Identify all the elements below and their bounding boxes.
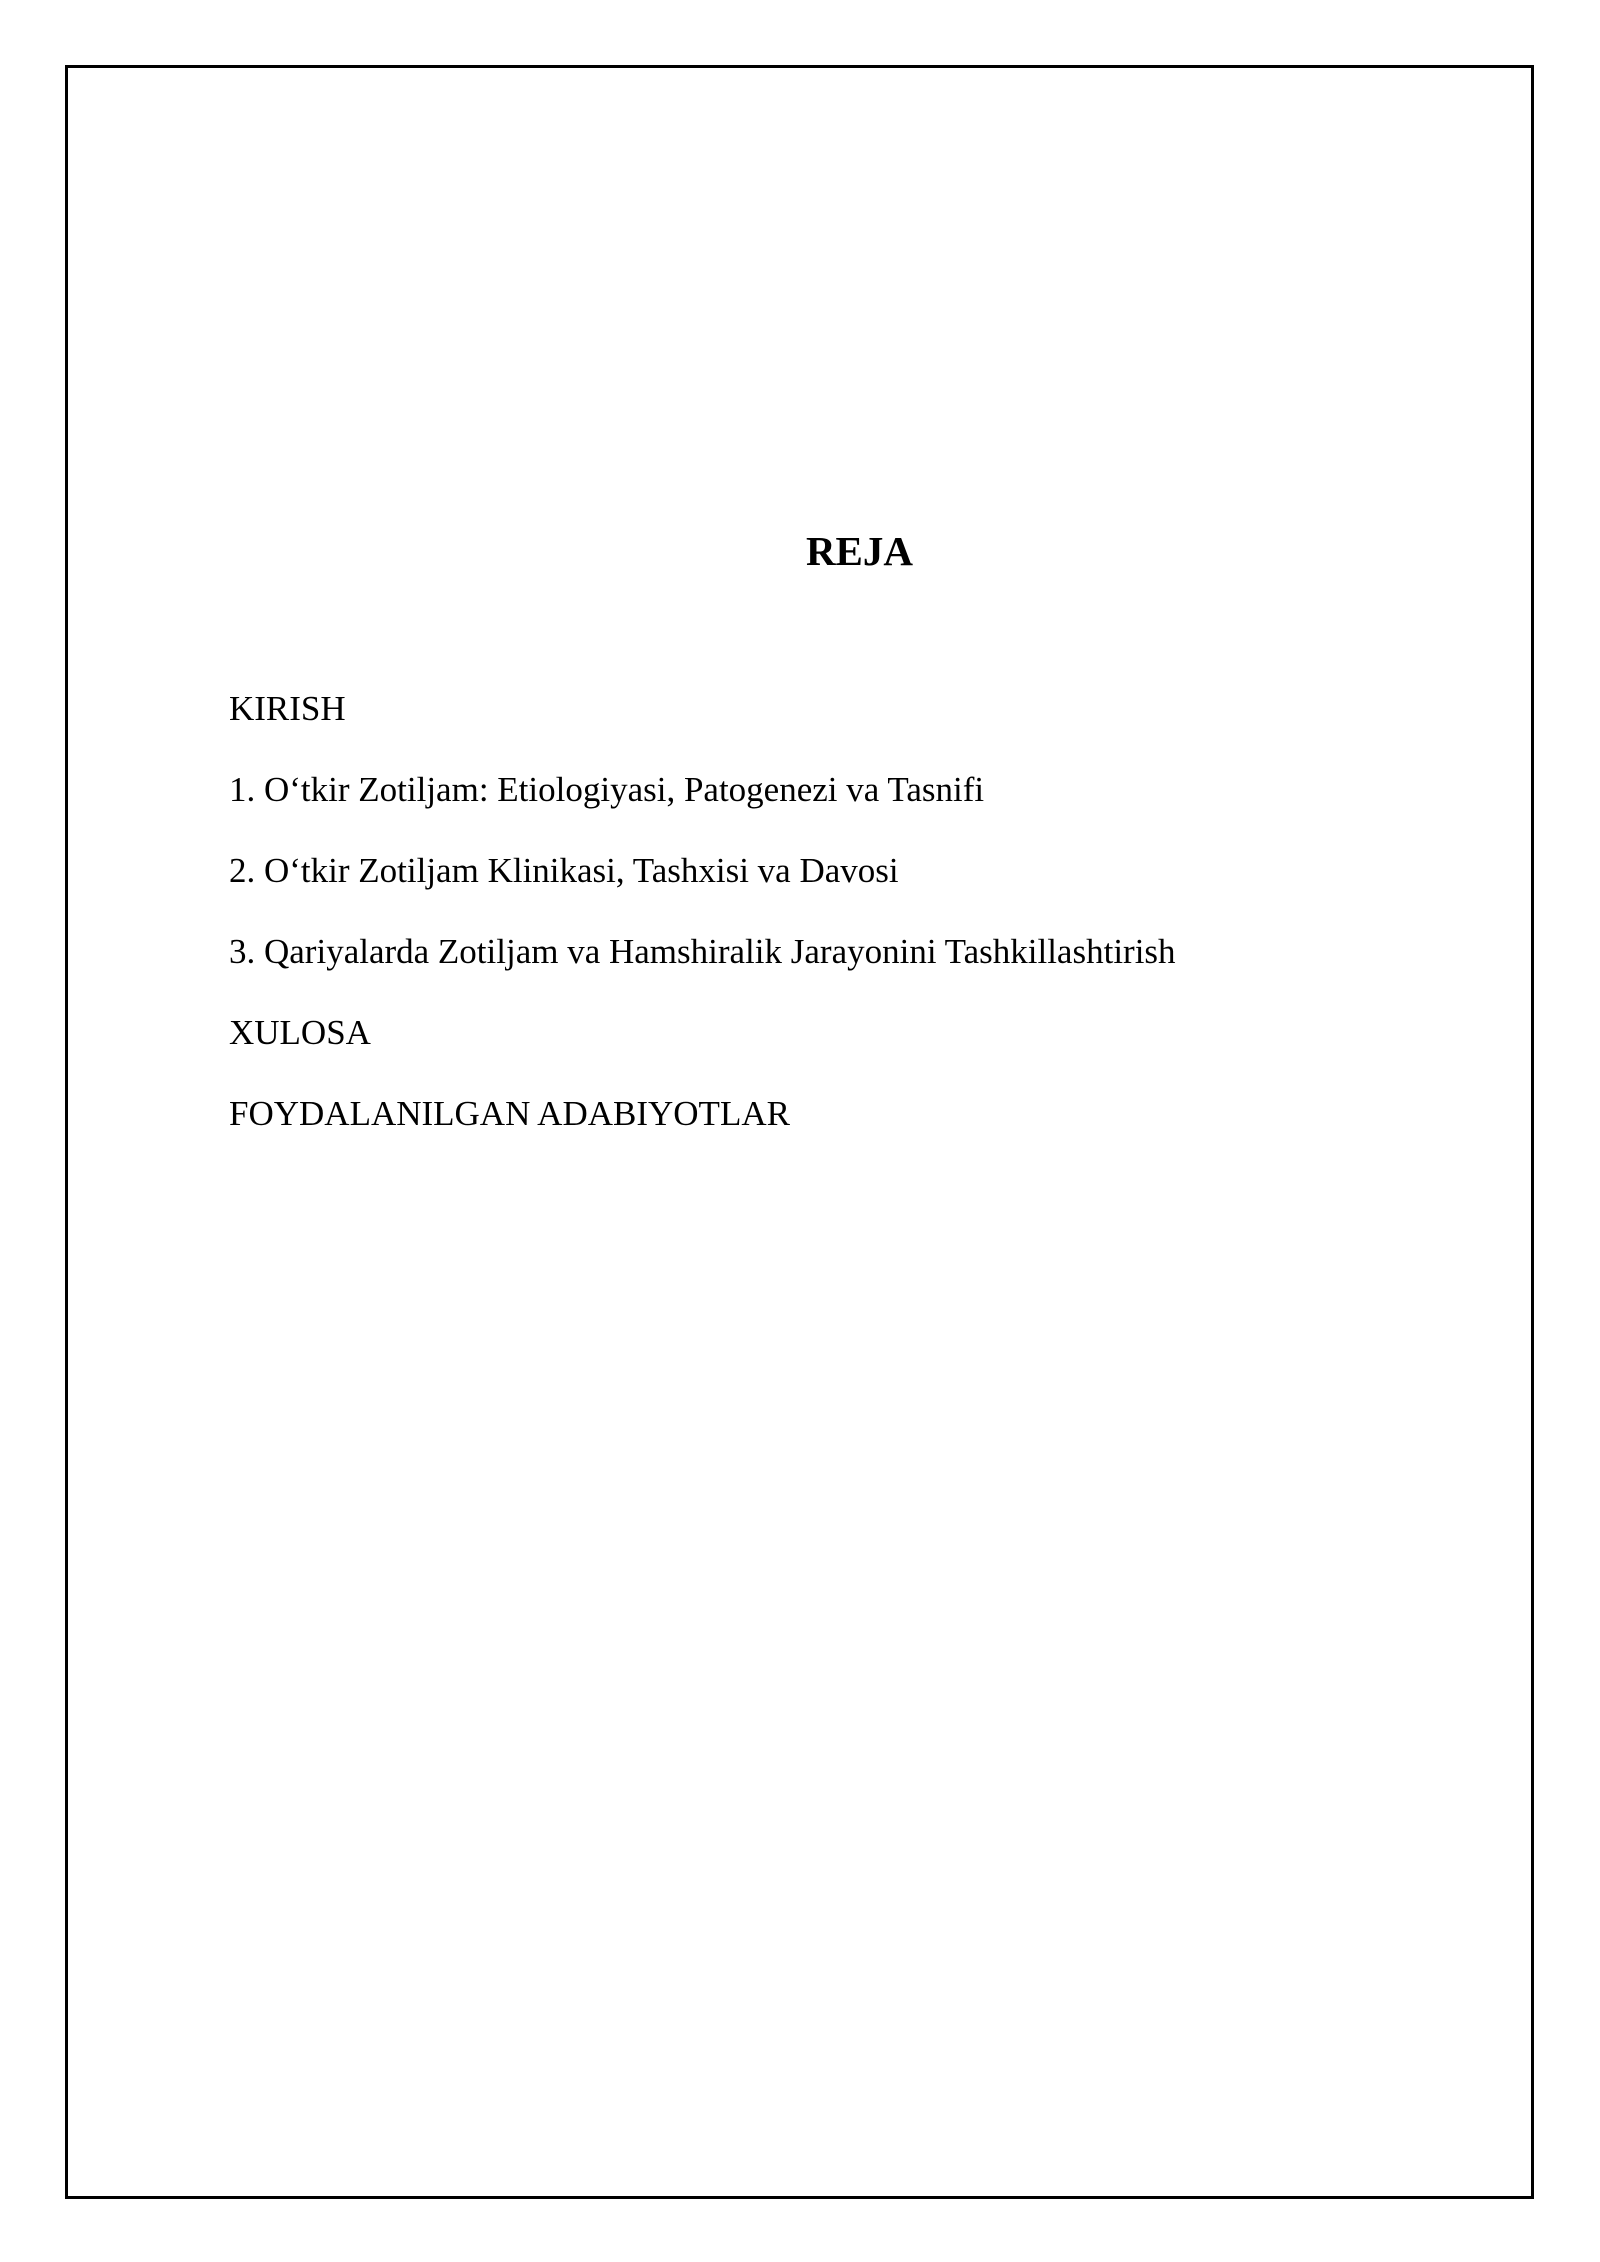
page-title: REJA: [805, 528, 914, 574]
plan-item-introduction: KIRISH: [229, 689, 346, 728]
plan-item-chapter-1: 1. O‘tkir Zotiljam: Etiologiyasi, Patogenezi va Tasnifi: [229, 770, 985, 809]
page-border: [65, 65, 1534, 2199]
plan-item-chapter-2: 2. O‘tkir Zotiljam Klinikasi, Tashxisi va Davosi: [229, 851, 899, 890]
plan-list: [229, 688, 1176, 1174]
plan-item-references: FOYDALANILGAN ADABIYOTLAR: [229, 1094, 790, 1133]
plan-item-conclusion: XULOSA: [229, 1013, 371, 1052]
plan-item-chapter-3: 3. Qariyalarda Zotiljam va Hamshiralik Jarayonini Tashkillashtirish: [229, 932, 1176, 971]
